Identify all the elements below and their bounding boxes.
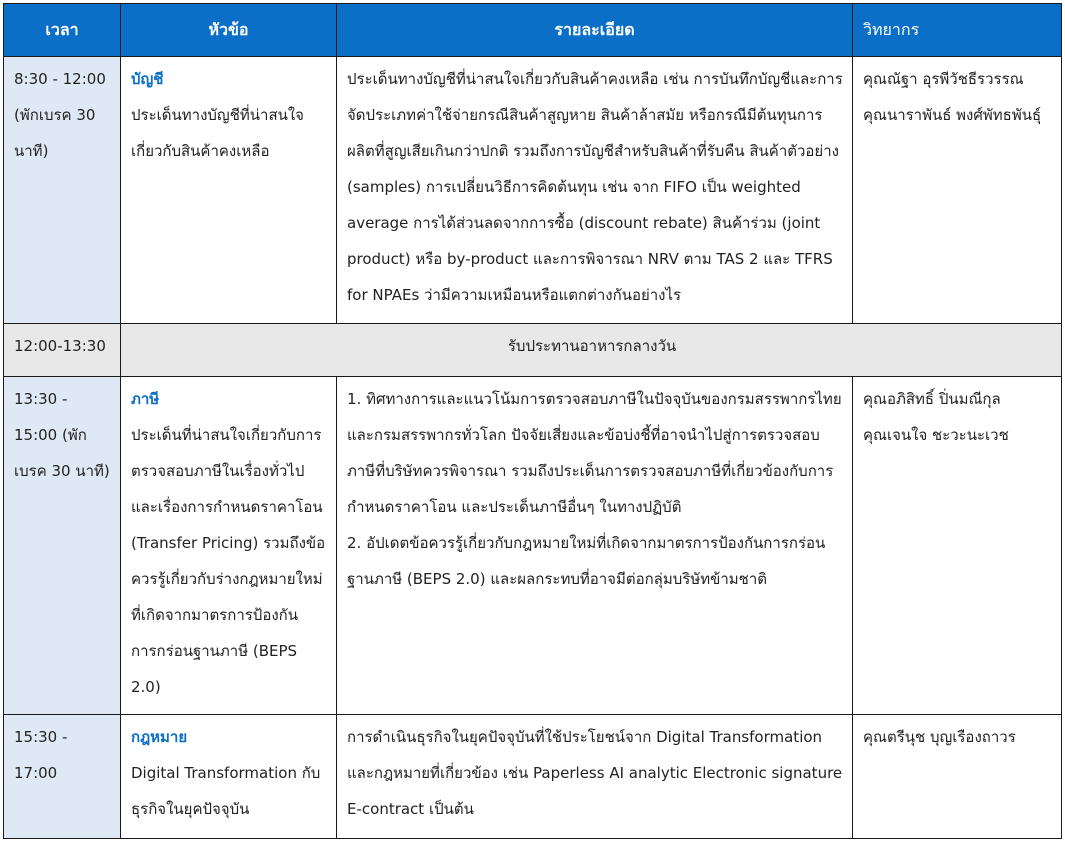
topic-title: ภาษี	[131, 390, 160, 408]
topic-description: ประเด็นทางบัญชีที่น่าสนใจเกี่ยวกับสินค้าคงเหลือ	[131, 106, 304, 160]
header-details: รายละเอียด	[337, 4, 853, 57]
session-time: 13:30 - 15:00 (พักเบรค 30 นาที)	[4, 377, 121, 715]
session-row-tax	[4, 377, 1062, 715]
speaker-name: คุณนาราพันธ์ พงศ์พัทธพันธุ์	[863, 106, 1042, 124]
speaker-name: คุณเจนใจ ชะวะนะเวช	[863, 426, 1009, 444]
session-speakers	[853, 377, 1062, 715]
session-row-accounting	[4, 57, 1062, 324]
lunch-label: รับประทานอาหารกลางวัน	[121, 324, 1062, 377]
session-details: ประเด็นทางบัญชีที่น่าสนใจเกี่ยวกับสินค้าคงเหลือ เช่น การบันทึกบัญชีและการจัดประเภทค่าใช้จ่ายกรณีสินค้าสูญหาย สินค้าล้าสมัย หรือกรณีมีต้นทุนการผลิตที่สูญเสียเกินกว่าปกติ รวมถึงการบัญชีสำหรับสินค้าที่รับคืน สินค้าตัวอย่าง (samples) การเปลี่ยนวิธีการคิดต้นทุน เช่น จาก FIFO เป็น weighted average การได้ส่วนลดจากการซื้อ (discount rebate) สินค้าร่วม (joint product) หรือ by-product และการพิจารณา NRV ตาม TAS 2 และ TFRS for NPAEs ว่ามีความเหมือนหรือแตกต่างกันอย่างไร	[337, 57, 853, 324]
session-time: 15:30 - 17:00	[4, 715, 121, 839]
lunch-row	[4, 324, 1062, 377]
agenda-table	[3, 3, 1062, 839]
topic-description: ประเด็นที่น่าสนใจเกี่ยวกับการตรวจสอบภาษีในเรื่องทั่วไปและเรื่องการกำหนดราคาโอน (Transfer Pricing) รวมถึงข้อควรรู้เกี่ยวกับร่างกฎหมายใหม่ที่เกิดจากมาตรการป้องกันการกร่อนฐานภาษี (BEPS 2.0)	[131, 426, 326, 696]
topic-title: บัญชี	[131, 70, 164, 88]
detail-item: 1. ทิศทางการและแนวโน้มการตรวจสอบภาษีในปัจจุบันของกรมสรรพากรไทยและกรมสรรพากรทั่วโลก ปัจจัยเสี่ยงและข้อบ่งชี้ที่อาจนำไปสู่การตรวจสอบภาษีที่บริษัทควรพิจารณา รวมถึงประเด็นการตรวจสอบภาษีที่เกี่ยวข้องกับการกำหนดราคาโอน และประเด็นภาษีอื่นๆ ในทางปฏิบัติ	[347, 390, 842, 516]
speaker-name: คุณตรีนุช บุญเรืองถาวร	[863, 728, 1016, 746]
session-speakers	[853, 715, 1062, 839]
speaker-name: คุณณัฐา อุรพีวัชธีรวรรณ	[863, 70, 1024, 88]
session-row-law	[4, 715, 1062, 839]
session-topic	[121, 377, 337, 715]
header-time: เวลา	[4, 4, 121, 57]
detail-item: 2. อัปเดตข้อควรรู้เกี่ยวกับกฎหมายใหม่ที่เกิดจากมาตรการป้องกันการกร่อนฐานภาษี (BEPS 2.0) และผลกระทบที่อาจมีต่อกลุ่มบริษัทข้ามชาติ	[347, 534, 826, 588]
session-speakers	[853, 57, 1062, 324]
session-details: การดำเนินธุรกิจในยุคปัจจุบันที่ใช้ประโยชน์จาก Digital Transformation และกฎหมายที่เกี่ยวข้อง เช่น Paperless AI analytic Electronic signature E-contract เป็นต้น	[337, 715, 853, 839]
session-time: 8:30 - 12:00 (พักเบรค 30 นาที)	[4, 57, 121, 324]
session-topic	[121, 57, 337, 324]
session-details	[337, 377, 853, 715]
header-row	[4, 4, 1062, 57]
topic-description: Digital Transformation กับธุรกิจในยุคปัจจุบัน	[131, 764, 321, 818]
speaker-name: คุณอภิสิทธิ์ ปิ่นมณีกุล	[863, 390, 1001, 408]
header-speakers: วิทยากร	[853, 4, 1062, 57]
lunch-time: 12:00-13:30	[4, 324, 121, 377]
header-topic: หัวข้อ	[121, 4, 337, 57]
session-topic	[121, 715, 337, 839]
topic-title: กฎหมาย	[131, 728, 188, 746]
